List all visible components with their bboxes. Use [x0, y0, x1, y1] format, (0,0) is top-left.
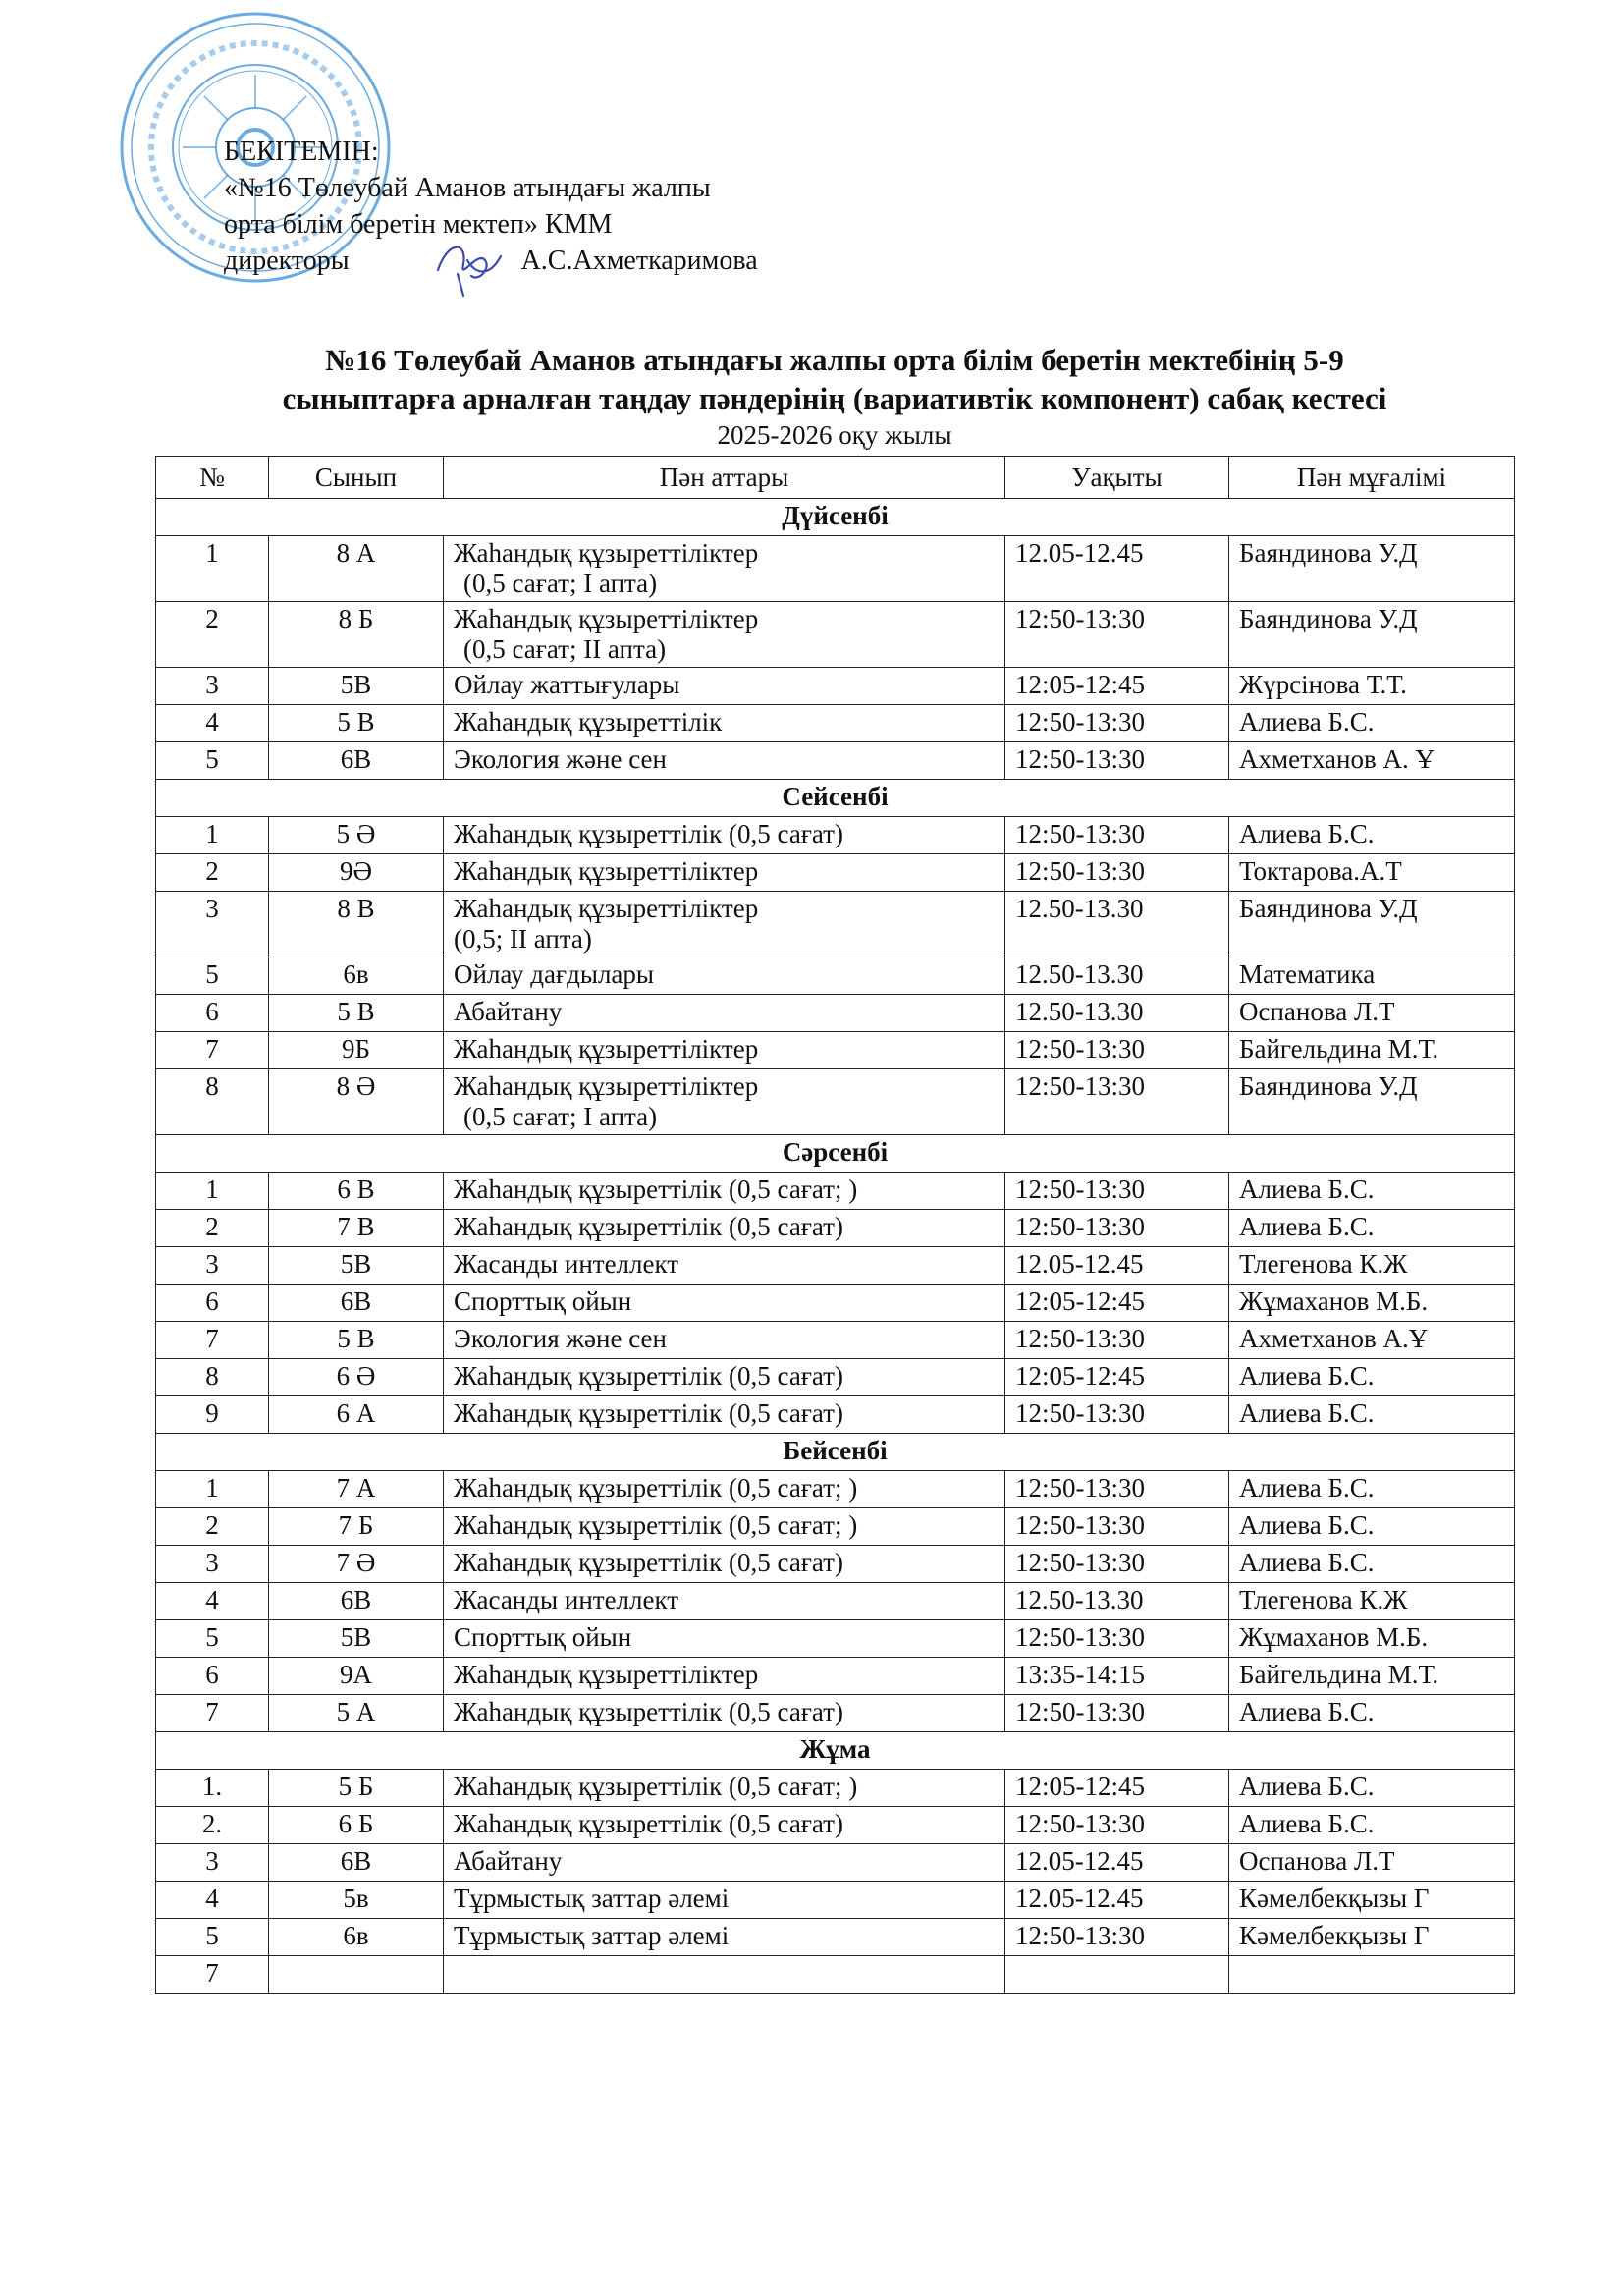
table-row	[156, 1285, 1515, 1322]
row-number: 2	[156, 854, 269, 892]
table-row	[156, 602, 1515, 668]
col-header-class: Сынып	[269, 457, 444, 499]
row-number: 1	[156, 1471, 269, 1508]
table-row	[156, 1359, 1515, 1396]
subject-name: Жаһандық құзыреттілік (0,5 сағат)	[454, 1212, 843, 1241]
subject-name: Жаһандық құзыреттіліктер	[454, 604, 759, 633]
subject-name: Жаһандық құзыреттілік (0,5 сағат; )	[454, 1473, 858, 1503]
col-header-number: №	[156, 457, 269, 499]
row-teacher: Баяндинова У.Д	[1229, 602, 1515, 668]
row-time: 12:50-13:30	[1005, 1210, 1229, 1247]
row-teacher: Алиева Б.С.	[1229, 1807, 1515, 1844]
day-header-row	[156, 1732, 1515, 1770]
table-row	[156, 817, 1515, 854]
table-row	[156, 1210, 1515, 1247]
row-teacher: Оспанова Л.Т	[1229, 1844, 1515, 1882]
subject-name: Жаһандық құзыреттілік	[454, 707, 723, 737]
table-row	[156, 1695, 1515, 1732]
subject-note: (0,5 сағат; І апта)	[463, 1102, 658, 1131]
subject-note: (0,5; ІІ апта)	[454, 924, 592, 954]
row-class: 5 В	[269, 1322, 444, 1359]
row-number: 5	[156, 957, 269, 995]
row-number: 2	[156, 1508, 269, 1546]
row-class: 5В	[269, 1620, 444, 1658]
subject-name: Жаһандық құзыреттіліктер	[454, 1660, 759, 1689]
row-teacher: Баяндинова У.Д	[1229, 892, 1515, 957]
day-name: Жұма	[156, 1732, 1515, 1770]
subject-name: Жаһандық құзыреттіліктер	[454, 538, 759, 568]
row-subject	[444, 854, 1005, 892]
subject-note: (0,5 сағат; ІІ апта)	[463, 634, 667, 664]
row-class: 6 Б	[269, 1807, 444, 1844]
row-subject	[444, 1844, 1005, 1882]
subject-name: Жасанды интеллект	[454, 1249, 679, 1279]
subject-name: Жаһандық құзыреттілік (0,5 сағат; )	[454, 1175, 858, 1204]
subject-name: Абайтану	[454, 997, 563, 1026]
row-subject	[444, 1658, 1005, 1695]
subject-name: Жаһандық құзыреттілік (0,5 сағат)	[454, 1361, 843, 1391]
approval-signatory: А.С.Ахметкаримова	[520, 246, 758, 276]
row-teacher: Баяндинова У.Д	[1229, 536, 1515, 602]
subject-name: Спорттық ойын	[454, 1286, 632, 1316]
row-time: 12:50-13:30	[1005, 1396, 1229, 1434]
row-teacher: Математика	[1229, 957, 1515, 995]
row-class: 5 Б	[269, 1770, 444, 1807]
row-class: 6В	[269, 1285, 444, 1322]
subject-name: Экология және сен	[454, 1324, 667, 1353]
row-time: 12:50-13:30	[1005, 1546, 1229, 1583]
subject-name: Жаһандық құзыреттілік (0,5 сағат)	[454, 1398, 843, 1428]
table-row	[156, 1471, 1515, 1508]
signature-mark	[428, 231, 516, 300]
row-subject	[444, 817, 1005, 854]
table-row	[156, 1620, 1515, 1658]
row-number: 1.	[156, 1770, 269, 1807]
row-class: 6в	[269, 957, 444, 995]
row-subject	[444, 892, 1005, 957]
row-class: 5 Ә	[269, 817, 444, 854]
row-subject	[444, 1508, 1005, 1546]
row-teacher: Алиева Б.С.	[1229, 1173, 1515, 1210]
row-time: 12:05-12:45	[1005, 1359, 1229, 1396]
subject-name: Жаһандық құзыреттіліктер	[454, 1034, 759, 1064]
row-class: 6В	[269, 1844, 444, 1882]
row-subject	[444, 1546, 1005, 1583]
row-number: 7	[156, 1956, 269, 1994]
approval-block	[224, 134, 758, 279]
row-number: 2.	[156, 1807, 269, 1844]
row-number: 4	[156, 1583, 269, 1620]
row-number: 3	[156, 1247, 269, 1285]
row-subject	[444, 1210, 1005, 1247]
table-header-row	[156, 457, 1515, 499]
row-time: 13:35-14:15	[1005, 1658, 1229, 1695]
row-number: 9	[156, 1396, 269, 1434]
row-class	[269, 1956, 444, 1994]
row-subject	[444, 668, 1005, 705]
row-subject	[444, 1322, 1005, 1359]
row-time: 12.05-12.45	[1005, 1844, 1229, 1882]
row-number: 3	[156, 668, 269, 705]
row-teacher: Алиева Б.С.	[1229, 1471, 1515, 1508]
row-subject	[444, 1032, 1005, 1069]
row-subject	[444, 1396, 1005, 1434]
row-time: 12:50-13:30	[1005, 1322, 1229, 1359]
row-time: 12:50-13:30	[1005, 602, 1229, 668]
table-row	[156, 1508, 1515, 1546]
table-row	[156, 1322, 1515, 1359]
row-subject	[444, 1882, 1005, 1919]
subject-name: Жаһандық құзыреттіліктер	[454, 856, 759, 886]
day-header-row	[156, 1434, 1515, 1471]
col-header-teacher: Пән мұғалімі	[1229, 457, 1515, 499]
table-row	[156, 892, 1515, 957]
row-class: 9Б	[269, 1032, 444, 1069]
row-class: 8 Б	[269, 602, 444, 668]
academic-year: 2025-2026 оқу жылы	[717, 420, 952, 450]
schedule-body	[156, 499, 1515, 1994]
row-subject	[444, 957, 1005, 995]
row-time: 12:50-13:30	[1005, 817, 1229, 854]
row-subject	[444, 1069, 1005, 1135]
row-number: 8	[156, 1359, 269, 1396]
row-subject	[444, 1620, 1005, 1658]
approval-line-2: орта білім беретін мектеп» КММ	[224, 209, 613, 240]
row-subject	[444, 1471, 1005, 1508]
table-row	[156, 1396, 1515, 1434]
row-subject	[444, 705, 1005, 742]
row-class: 5в	[269, 1882, 444, 1919]
row-time: 12.05-12.45	[1005, 1247, 1229, 1285]
row-teacher: Токтарова.А.Т	[1229, 854, 1515, 892]
row-teacher	[1229, 1956, 1515, 1994]
row-class: 6в	[269, 1919, 444, 1956]
row-time: 12:50-13:30	[1005, 1807, 1229, 1844]
approval-signature-row	[224, 243, 758, 279]
day-name: Бейсенбі	[156, 1434, 1515, 1471]
row-number: 6	[156, 1658, 269, 1695]
row-time: 12.50-13.30	[1005, 1583, 1229, 1620]
day-header-row	[156, 780, 1515, 817]
row-class: 9А	[269, 1658, 444, 1695]
row-class: 5 А	[269, 1695, 444, 1732]
row-subject	[444, 995, 1005, 1032]
day-name: Сәрсенбі	[156, 1135, 1515, 1173]
subject-name: Жаһандық құзыреттілік (0,5 сағат)	[454, 1548, 843, 1577]
row-time: 12.50-13.30	[1005, 995, 1229, 1032]
table-row	[156, 1882, 1515, 1919]
document-title-line-1: №16 Төлеубай Аманов атындағы жалпы орта білім беретін мектебінің 5-9	[325, 343, 1344, 377]
subject-name: Абайтану	[454, 1846, 563, 1876]
table-row	[156, 957, 1515, 995]
row-class: 5 В	[269, 705, 444, 742]
row-time: 12.05-12.45	[1005, 1882, 1229, 1919]
row-time: 12:50-13:30	[1005, 1173, 1229, 1210]
row-time: 12:50-13:30	[1005, 742, 1229, 780]
row-subject	[444, 1956, 1005, 1994]
row-subject	[444, 1695, 1005, 1732]
row-time: 12:50-13:30	[1005, 1508, 1229, 1546]
row-class: 5 В	[269, 995, 444, 1032]
row-time: 12:50-13:30	[1005, 1471, 1229, 1508]
table-row	[156, 854, 1515, 892]
row-number: 3	[156, 1546, 269, 1583]
row-class: 5В	[269, 668, 444, 705]
row-teacher: Жұмаханов М.Б.	[1229, 1620, 1515, 1658]
row-time	[1005, 1956, 1229, 1994]
row-number: 5	[156, 742, 269, 780]
row-subject	[444, 536, 1005, 602]
subject-name: Ойлау дағдылары	[454, 959, 655, 989]
row-number: 7	[156, 1695, 269, 1732]
row-time: 12:50-13:30	[1005, 1695, 1229, 1732]
row-class: 6 Ә	[269, 1359, 444, 1396]
day-name: Сейсенбі	[156, 780, 1515, 817]
subject-name: Жаһандық құзыреттіліктер	[454, 894, 759, 923]
day-header-row	[156, 499, 1515, 536]
row-teacher: Ахметханов А. Ұ	[1229, 742, 1515, 780]
row-teacher: Алиева Б.С.	[1229, 1396, 1515, 1434]
row-teacher: Алиева Б.С.	[1229, 1210, 1515, 1247]
subject-note: (0,5 сағат; І апта)	[463, 569, 658, 598]
row-number: 6	[156, 1285, 269, 1322]
row-class: 8 А	[269, 536, 444, 602]
subject-name: Жаһандық құзыреттілік (0,5 сағат)	[454, 1809, 843, 1838]
row-number: 4	[156, 1882, 269, 1919]
row-subject	[444, 1770, 1005, 1807]
row-time: 12:50-13:30	[1005, 1032, 1229, 1069]
table-row	[156, 742, 1515, 780]
approval-heading: БЕКІТЕМІН:	[224, 137, 379, 167]
subject-name: Ойлау жаттығулары	[454, 670, 680, 699]
row-class: 7 В	[269, 1210, 444, 1247]
row-teacher: Кәмелбекқызы Г	[1229, 1919, 1515, 1956]
row-class: 6В	[269, 742, 444, 780]
row-number: 5	[156, 1620, 269, 1658]
row-teacher: Алиева Б.С.	[1229, 1359, 1515, 1396]
row-time: 12.05-12.45	[1005, 536, 1229, 602]
row-teacher: Алиева Б.С.	[1229, 817, 1515, 854]
row-teacher: Оспанова Л.Т	[1229, 995, 1515, 1032]
row-class: 7 Ә	[269, 1546, 444, 1583]
approval-line-1: «№16 Төлеубай Аманов атындағы жалпы	[224, 173, 711, 203]
row-teacher: Тлегенова К.Ж	[1229, 1247, 1515, 1285]
subject-name: Жаһандық құзыреттілік (0,5 сағат)	[454, 819, 843, 848]
table-row	[156, 1032, 1515, 1069]
table-row	[156, 1173, 1515, 1210]
row-class: 6 А	[269, 1396, 444, 1434]
row-number: 7	[156, 1322, 269, 1359]
table-row	[156, 1583, 1515, 1620]
row-number: 7	[156, 1032, 269, 1069]
row-number: 5	[156, 1919, 269, 1956]
row-time: 12:50-13:30	[1005, 1069, 1229, 1135]
table-row	[156, 1069, 1515, 1135]
row-class: 7 Б	[269, 1508, 444, 1546]
row-teacher: Алиева Б.С.	[1229, 1508, 1515, 1546]
row-subject	[444, 602, 1005, 668]
row-number: 6	[156, 995, 269, 1032]
row-teacher: Ахметханов А.Ұ	[1229, 1322, 1515, 1359]
row-class: 8 Ә	[269, 1069, 444, 1135]
row-subject	[444, 1583, 1005, 1620]
table-row	[156, 536, 1515, 602]
row-number: 3	[156, 892, 269, 957]
row-time: 12:05-12:45	[1005, 668, 1229, 705]
table-row	[156, 1919, 1515, 1956]
subject-name: Тұрмыстық заттар әлемі	[454, 1884, 730, 1913]
document-title-line-2: сыныптарға арналған таңдау пәндерінің (вариативтік компонент) сабақ кестесі	[282, 381, 1387, 415]
row-teacher: Алиева Б.С.	[1229, 705, 1515, 742]
day-header-row	[156, 1135, 1515, 1173]
row-time: 12.50-13.30	[1005, 957, 1229, 995]
table-row	[156, 705, 1515, 742]
subject-name: Жасанды интеллект	[454, 1585, 679, 1614]
row-class: 6В	[269, 1583, 444, 1620]
table-row	[156, 1770, 1515, 1807]
row-class: 8 В	[269, 892, 444, 957]
subject-name: Жаһандық құзыреттілік (0,5 сағат)	[454, 1697, 843, 1726]
subject-name: Жаһандық құзыреттілік (0,5 сағат; )	[454, 1510, 858, 1540]
row-teacher: Баяндинова У.Д	[1229, 1069, 1515, 1135]
row-subject	[444, 742, 1005, 780]
subject-name: Жаһандық құзыреттіліктер	[454, 1071, 759, 1101]
table-row	[156, 1844, 1515, 1882]
row-teacher: Кәмелбекқызы Г	[1229, 1882, 1515, 1919]
row-number: 8	[156, 1069, 269, 1135]
col-header-subject: Пән аттары	[444, 457, 1005, 499]
row-class: 9Ә	[269, 854, 444, 892]
row-teacher: Алиева Б.С.	[1229, 1695, 1515, 1732]
row-number: 3	[156, 1844, 269, 1882]
row-teacher: Тлегенова К.Ж	[1229, 1583, 1515, 1620]
row-number: 1	[156, 536, 269, 602]
schedule-table	[155, 456, 1515, 1994]
col-header-time: Уақыты	[1005, 457, 1229, 499]
table-row	[156, 1807, 1515, 1844]
row-teacher: Байгельдина М.Т.	[1229, 1032, 1515, 1069]
row-subject	[444, 1359, 1005, 1396]
row-teacher: Жүрсінова Т.Т.	[1229, 668, 1515, 705]
subject-name: Жаһандық құзыреттілік (0,5 сағат; )	[454, 1772, 858, 1801]
subject-name: Экология және сен	[454, 744, 667, 774]
table-row	[156, 1546, 1515, 1583]
row-number: 1	[156, 817, 269, 854]
row-number: 2	[156, 1210, 269, 1247]
table-row	[156, 668, 1515, 705]
row-teacher: Алиева Б.С.	[1229, 1770, 1515, 1807]
row-teacher: Жұмаханов М.Б.	[1229, 1285, 1515, 1322]
row-time: 12:50-13:30	[1005, 1919, 1229, 1956]
row-number: 4	[156, 705, 269, 742]
day-name: Дүйсенбі	[156, 499, 1515, 536]
row-time: 12.50-13.30	[1005, 892, 1229, 957]
row-time: 12:05-12:45	[1005, 1285, 1229, 1322]
row-number: 1	[156, 1173, 269, 1210]
table-row	[156, 1658, 1515, 1695]
row-subject	[444, 1247, 1005, 1285]
row-subject	[444, 1919, 1005, 1956]
row-time: 12:50-13:30	[1005, 705, 1229, 742]
table-row	[156, 1956, 1515, 1994]
row-class: 5В	[269, 1247, 444, 1285]
row-number: 2	[156, 602, 269, 668]
row-time: 12:50-13:30	[1005, 1620, 1229, 1658]
subject-name: Спорттық ойын	[454, 1622, 632, 1652]
row-subject	[444, 1173, 1005, 1210]
row-class: 6 В	[269, 1173, 444, 1210]
row-teacher: Алиева Б.С.	[1229, 1546, 1515, 1583]
row-teacher: Байгельдина М.Т.	[1229, 1658, 1515, 1695]
table-row	[156, 995, 1515, 1032]
row-class: 7 А	[269, 1471, 444, 1508]
subject-name: Тұрмыстық заттар әлемі	[454, 1921, 730, 1950]
row-subject	[444, 1285, 1005, 1322]
approval-position: директоры	[224, 246, 350, 276]
row-subject	[444, 1807, 1005, 1844]
row-time: 12:50-13:30	[1005, 854, 1229, 892]
table-row	[156, 1247, 1515, 1285]
document-title	[157, 341, 1512, 417]
row-time: 12:05-12:45	[1005, 1770, 1229, 1807]
